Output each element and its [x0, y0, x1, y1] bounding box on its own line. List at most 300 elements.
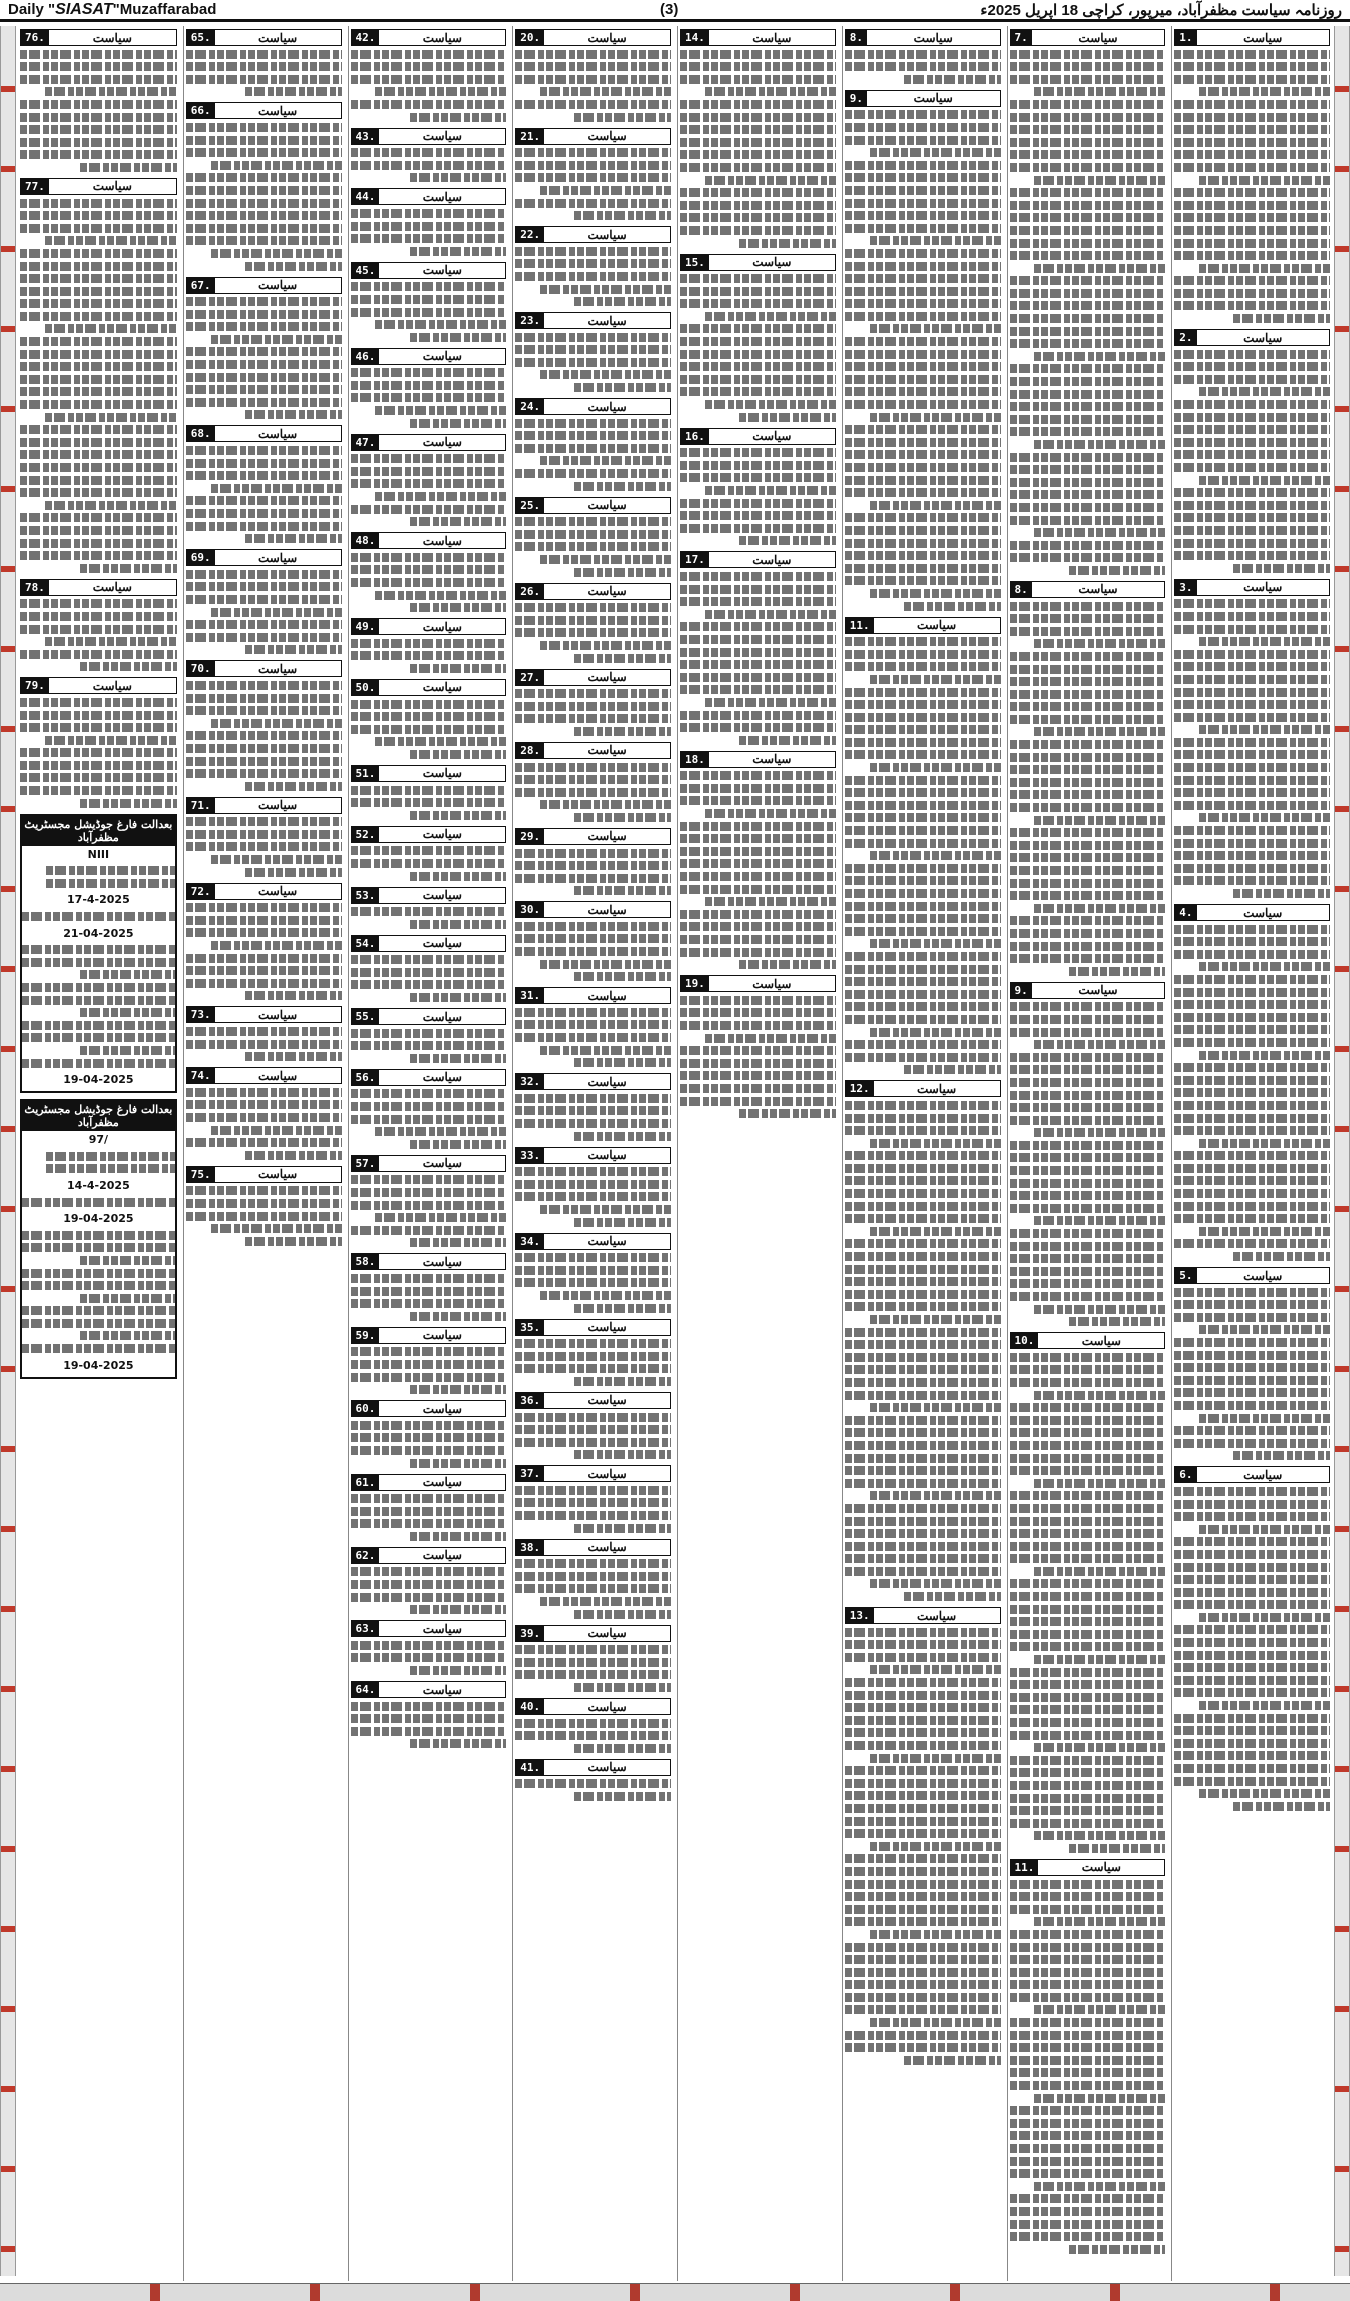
text-line — [515, 1559, 671, 1568]
text-line — [845, 1040, 1001, 1049]
news-item — [351, 434, 507, 527]
text-line — [1174, 1214, 1330, 1223]
text-line — [351, 479, 507, 488]
text-line — [351, 1507, 507, 1516]
news-item-body — [351, 786, 507, 820]
text-line — [574, 1610, 671, 1619]
text-line — [1174, 1376, 1330, 1385]
text-line — [45, 413, 177, 422]
text-line — [870, 851, 1001, 860]
text-line — [410, 811, 507, 820]
text-line — [186, 633, 342, 642]
news-item-brand: سیاست — [752, 552, 792, 567]
text-line — [1174, 188, 1330, 197]
text-line — [211, 484, 342, 493]
text-line — [351, 968, 507, 977]
text-line — [1034, 1391, 1165, 1400]
text-line — [845, 274, 1001, 283]
news-item-brand: سیاست — [1243, 330, 1283, 345]
news-item-number: 21. — [516, 129, 544, 144]
text-line — [515, 714, 671, 723]
text-line — [351, 454, 507, 463]
news-item-number: 12. — [846, 1081, 874, 1096]
text-line — [186, 916, 342, 925]
text-line — [351, 1115, 507, 1124]
news-item — [351, 935, 507, 1002]
text-line — [186, 744, 342, 753]
text-line — [186, 1113, 342, 1122]
text-line — [845, 1353, 1001, 1362]
text-line — [211, 608, 342, 617]
text-line — [1010, 213, 1166, 222]
text-line — [1174, 1401, 1330, 1410]
text-line — [1069, 1317, 1166, 1326]
text-line — [1010, 100, 1166, 109]
text-line — [80, 799, 177, 808]
news-item-heading — [351, 29, 507, 46]
notice-date: 17-4-2025 — [67, 893, 130, 907]
news-item-body — [351, 1641, 507, 1675]
text-line — [186, 954, 342, 963]
text-line — [351, 1593, 507, 1602]
text-line — [1174, 599, 1330, 608]
text-line — [845, 801, 1001, 810]
text-line — [375, 492, 506, 501]
text-line — [870, 1403, 1001, 1412]
text-line — [1034, 639, 1165, 648]
news-item-heading — [351, 434, 507, 451]
text-line — [1174, 713, 1330, 722]
text-line — [351, 295, 507, 304]
text-line — [705, 698, 836, 707]
news-item-number: 67. — [187, 278, 215, 293]
news-item-brand: سیاست — [1078, 582, 1118, 597]
text-line — [20, 463, 177, 472]
news-item-heading — [186, 883, 342, 900]
text-line — [904, 75, 1001, 84]
news-item-number: 14. — [681, 30, 709, 45]
text-line — [351, 786, 507, 795]
text-line — [515, 616, 671, 625]
text-line — [410, 1666, 507, 1675]
news-item-body — [845, 1628, 1001, 2065]
text-line — [1010, 1242, 1166, 1251]
news-item-body — [186, 1088, 342, 1160]
text-line — [680, 572, 836, 581]
news-item-heading — [515, 669, 671, 686]
text-line — [1010, 2169, 1166, 2178]
text-line — [680, 350, 836, 359]
news-item — [515, 128, 671, 221]
text-line — [80, 1256, 175, 1265]
text-line — [351, 798, 507, 807]
text-line — [1010, 1365, 1166, 1374]
text-line — [1010, 50, 1166, 59]
text-line — [1010, 327, 1166, 336]
text-line — [1174, 1189, 1330, 1198]
news-item-body — [351, 700, 507, 759]
text-line — [1174, 1013, 1330, 1022]
news-item-number: 1. — [1175, 30, 1196, 45]
text-line — [515, 1511, 671, 1520]
text-line — [1069, 967, 1166, 976]
news-item-number: 8. — [846, 30, 867, 45]
text-line — [540, 1205, 671, 1214]
text-line — [351, 148, 507, 157]
text-line — [1010, 339, 1166, 348]
text-line — [1010, 866, 1166, 875]
news-item-body — [515, 763, 671, 822]
notice-case-number: NIII — [87, 847, 110, 861]
text-line — [845, 1441, 1001, 1450]
news-item-body — [515, 603, 671, 662]
text-line — [211, 855, 342, 864]
text-line — [351, 1347, 507, 1356]
text-line — [1010, 715, 1166, 724]
text-line — [186, 224, 342, 233]
news-item-number: 2. — [1175, 330, 1196, 345]
court-notice — [20, 814, 177, 1094]
text-line — [540, 87, 671, 96]
text-line — [574, 1132, 671, 1141]
text-line — [515, 849, 671, 858]
news-item-heading — [186, 1006, 342, 1023]
text-line — [515, 1253, 671, 1262]
news-item-number: 72. — [187, 884, 215, 899]
text-line — [1174, 1101, 1330, 1110]
text-line — [20, 761, 177, 770]
text-line — [1010, 942, 1166, 951]
text-line — [845, 1678, 1001, 1687]
news-item-number: 32. — [516, 1074, 544, 1089]
text-line — [1174, 1651, 1330, 1660]
news-item-brand: سیاست — [257, 661, 298, 676]
text-line — [1034, 2094, 1165, 2103]
text-line — [410, 1054, 507, 1063]
text-line — [1233, 314, 1330, 323]
text-line — [351, 639, 507, 648]
news-item-brand: سیاست — [587, 1148, 627, 1163]
text-line — [845, 1955, 1001, 1964]
text-line — [1010, 1141, 1166, 1150]
text-line — [845, 450, 1001, 459]
text-line — [22, 1198, 175, 1207]
text-line — [410, 1739, 507, 1748]
news-item — [20, 579, 177, 672]
text-line — [1010, 1179, 1166, 1188]
text-line — [1174, 1676, 1330, 1685]
notice-title: بعدالت فارغ جوڈیشل مجسٹریٹ مظفرآباد — [22, 816, 175, 846]
text-line — [515, 1670, 671, 1679]
text-line — [186, 446, 342, 455]
text-line — [1174, 1588, 1330, 1597]
text-line — [1010, 765, 1166, 774]
text-line — [410, 1532, 507, 1541]
text-line — [1174, 276, 1330, 285]
text-line — [1010, 1880, 1166, 1889]
news-item-body — [186, 681, 342, 791]
text-line — [1034, 1479, 1165, 1488]
text-line — [1174, 526, 1330, 535]
text-line — [1174, 1600, 1330, 1609]
text-line — [904, 602, 1001, 611]
news-item-heading — [515, 398, 671, 415]
text-line — [845, 1466, 1001, 1475]
news-item — [351, 128, 507, 183]
text-line — [680, 125, 836, 134]
text-line — [845, 1277, 1001, 1286]
news-item-body — [1010, 1002, 1166, 1326]
news-item-number: 47. — [352, 435, 380, 450]
news-item-brand: سیاست — [1243, 1467, 1283, 1482]
news-item-number: 78. — [21, 580, 49, 595]
text-line — [351, 1567, 507, 1576]
text-line — [80, 163, 177, 172]
text-line — [1199, 962, 1330, 971]
text-line — [515, 934, 671, 943]
text-line — [739, 413, 836, 422]
news-item-number: 9. — [1011, 983, 1032, 998]
news-item-heading — [515, 1465, 671, 1482]
text-line — [186, 1186, 342, 1195]
news-item-brand: سیاست — [422, 1621, 462, 1636]
text-line — [1010, 690, 1166, 699]
news-item — [186, 549, 342, 654]
text-line — [1010, 1028, 1166, 1037]
text-line — [1010, 138, 1166, 147]
text-line — [845, 952, 1001, 961]
text-line — [705, 610, 836, 619]
text-line — [845, 539, 1001, 548]
text-line — [20, 113, 177, 122]
text-line — [845, 1542, 1001, 1551]
news-item-brand: سیاست — [422, 936, 462, 951]
news-item — [351, 826, 507, 881]
news-item-brand: سیاست — [587, 743, 627, 758]
news-item — [1174, 904, 1330, 1261]
news-item-brand: سیاست — [422, 129, 462, 144]
news-item-brand: سیاست — [587, 1466, 627, 1481]
news-item-heading — [1010, 29, 1166, 46]
news-item-heading — [351, 1474, 507, 1491]
text-line — [1174, 1575, 1330, 1584]
text-line — [870, 1491, 1001, 1500]
text-line — [705, 176, 836, 185]
text-line — [375, 1127, 506, 1136]
text-line — [845, 1766, 1001, 1775]
text-line — [845, 186, 1001, 195]
news-item — [186, 1006, 342, 1061]
text-line — [186, 62, 342, 71]
news-item-heading — [515, 1759, 671, 1776]
news-item-heading — [1010, 982, 1166, 999]
text-line — [680, 822, 836, 831]
text-line — [1010, 390, 1166, 399]
text-line — [186, 903, 342, 912]
text-line — [1174, 213, 1330, 222]
text-line — [1010, 188, 1166, 197]
text-line — [1174, 400, 1330, 409]
text-line — [1174, 1088, 1330, 1097]
text-line — [680, 213, 836, 222]
text-line — [1034, 1567, 1165, 1576]
text-line — [410, 750, 507, 759]
text-line — [845, 1691, 1001, 1700]
text-line — [22, 1344, 175, 1353]
text-line — [540, 641, 671, 650]
text-line — [680, 847, 836, 856]
text-line — [20, 375, 177, 384]
text-line — [410, 664, 507, 673]
news-item-body — [351, 209, 507, 256]
text-line — [1174, 801, 1330, 810]
text-line — [680, 287, 836, 296]
text-line — [186, 966, 342, 975]
text-line — [351, 222, 507, 231]
text-line — [1199, 1789, 1330, 1798]
text-line — [680, 1084, 836, 1093]
text-line — [1010, 627, 1166, 636]
news-item-number: 68. — [187, 426, 215, 441]
text-line — [1174, 1025, 1330, 1034]
text-line — [186, 1199, 342, 1208]
news-item-number: 10. — [1011, 1333, 1039, 1348]
text-line — [351, 1653, 507, 1662]
news-item — [1010, 1332, 1166, 1853]
text-line — [351, 955, 507, 964]
text-line — [845, 350, 1001, 359]
news-item-body — [351, 1421, 507, 1468]
right-decorative-border — [1334, 26, 1350, 2276]
text-line — [1174, 1714, 1330, 1723]
text-line — [1010, 163, 1166, 172]
text-line — [845, 1015, 1001, 1024]
text-line — [680, 922, 836, 931]
text-line — [845, 1151, 1001, 1160]
news-item-heading — [515, 1233, 671, 1250]
text-line — [870, 324, 1001, 333]
news-item-body — [186, 817, 342, 876]
news-item — [351, 348, 507, 428]
text-line — [1010, 2220, 1166, 2229]
text-line — [845, 1114, 1001, 1123]
news-item — [351, 618, 507, 673]
text-line — [410, 872, 507, 881]
text-line — [186, 769, 342, 778]
text-line — [80, 970, 175, 979]
text-line — [1010, 2144, 1166, 2153]
news-item-body — [515, 1719, 671, 1753]
text-line — [22, 1269, 175, 1278]
text-line — [1010, 954, 1166, 963]
text-line — [845, 813, 1001, 822]
text-line — [20, 299, 177, 308]
news-item — [515, 669, 671, 736]
news-item-number: 61. — [352, 1475, 380, 1490]
news-item-heading — [351, 826, 507, 843]
news-item — [1010, 982, 1166, 1326]
text-line — [1010, 402, 1166, 411]
text-line — [1174, 1638, 1330, 1647]
news-item-body — [515, 689, 671, 736]
text-line — [1010, 1781, 1166, 1790]
news-item-heading — [515, 312, 671, 329]
news-item-number: 66. — [187, 103, 215, 118]
text-line — [1174, 301, 1330, 310]
text-line — [705, 897, 836, 906]
text-line — [515, 702, 671, 711]
text-line — [186, 582, 342, 591]
text-line — [1010, 916, 1166, 925]
news-item — [680, 975, 836, 1118]
news-item-number: 33. — [516, 1148, 544, 1163]
text-line — [845, 287, 1001, 296]
news-item-brand: سیاست — [916, 1608, 957, 1623]
notice-hearing-date: 19-04-2025 — [63, 1212, 134, 1226]
text-line — [515, 763, 671, 772]
news-item — [845, 1080, 1001, 1601]
text-line — [351, 859, 507, 868]
text-line — [1010, 1554, 1166, 1563]
text-line — [845, 889, 1001, 898]
text-line — [680, 524, 836, 533]
text-line — [680, 1071, 836, 1080]
text-line — [739, 239, 836, 248]
text-line — [515, 50, 671, 59]
text-line — [1010, 1441, 1166, 1450]
text-line — [680, 226, 836, 235]
text-line — [351, 393, 507, 402]
text-line — [351, 1201, 507, 1210]
text-line — [375, 320, 506, 329]
text-line — [680, 872, 836, 881]
news-item-heading — [351, 679, 507, 696]
news-item-brand: سیاست — [422, 1070, 462, 1085]
text-line — [845, 1854, 1001, 1863]
text-line — [1174, 925, 1330, 934]
text-line — [20, 400, 177, 409]
news-item-heading — [515, 1147, 671, 1164]
text-line — [410, 1605, 507, 1614]
text-line — [22, 1306, 175, 1315]
text-line — [680, 711, 836, 720]
text-line — [739, 736, 836, 745]
text-line — [845, 1653, 1001, 1662]
text-line — [80, 1046, 175, 1055]
news-item — [515, 1465, 671, 1532]
text-line — [1199, 637, 1330, 646]
news-item-brand: سیاست — [587, 30, 627, 45]
text-line — [515, 1033, 671, 1042]
text-line — [22, 996, 175, 1005]
news-item-number: 52. — [352, 827, 380, 842]
text-line — [1034, 1831, 1165, 1840]
text-line — [870, 1139, 1001, 1148]
text-line — [705, 1034, 836, 1043]
text-line — [245, 782, 342, 791]
text-line — [540, 1046, 671, 1055]
news-item-brand: سیاست — [257, 426, 298, 441]
text-line — [574, 886, 671, 895]
news-item-number: 39. — [516, 1626, 544, 1641]
text-line — [540, 960, 671, 969]
text-line — [845, 1365, 1001, 1374]
news-item-heading — [351, 887, 507, 904]
text-line — [845, 1980, 1001, 1989]
text-line — [1174, 1038, 1330, 1047]
text-line — [1174, 950, 1330, 959]
text-line — [1034, 1040, 1165, 1049]
